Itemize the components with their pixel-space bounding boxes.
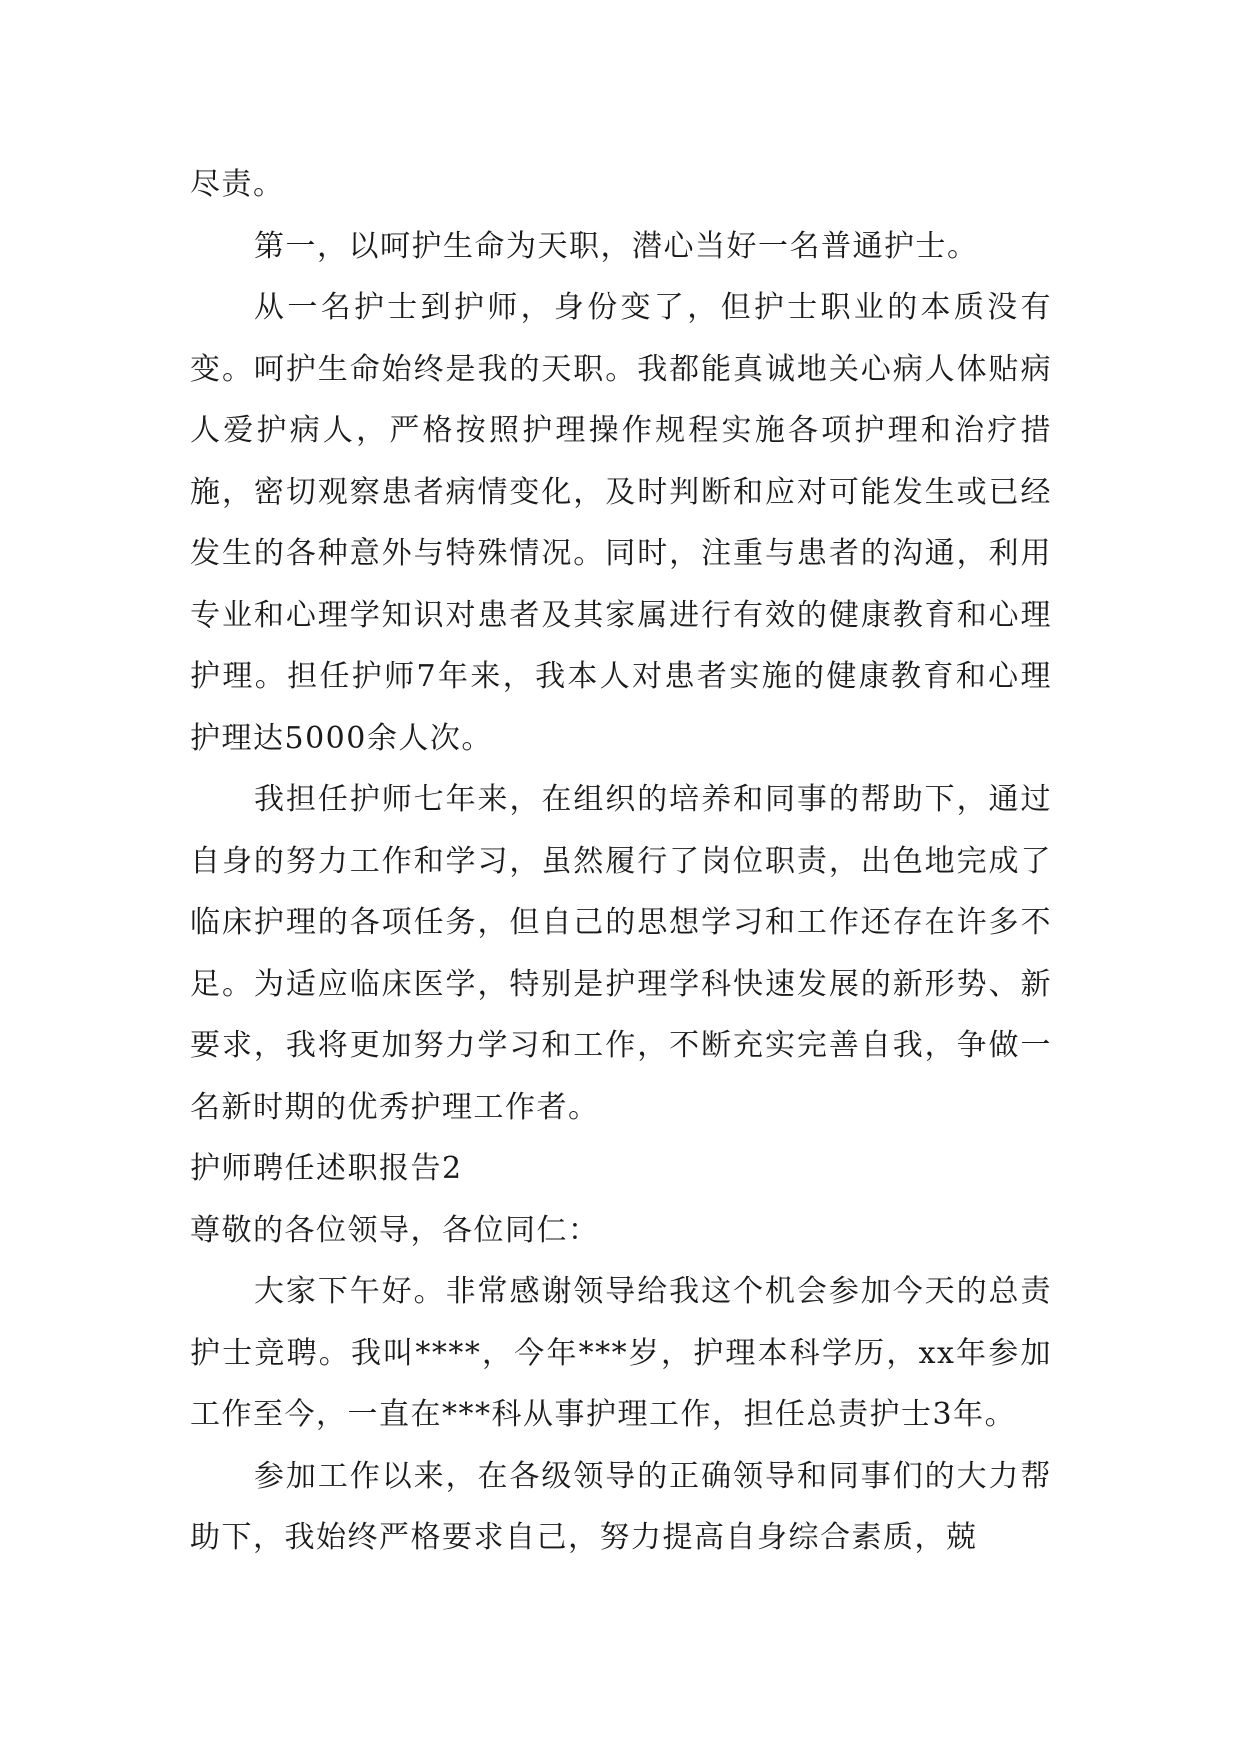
document-body [190, 154, 1052, 1569]
paragraph-body: 大家下午好。非常感谢领导给我这个机会参加今天的总责护士竞聘。我叫****，今年***岁，护理本科学历，xx年参加工作至今，一直在***科从事护理工作，担任总责护士3年。 [190, 1274, 1052, 1432]
paragraph-body: 从一名护士到护师，身份变了，但护士职业的本质没有变。呵护生命始终是我的天职。我都能真诚地关心病人体贴病人爱护病人，严格按照护理操作规程实施各项护理和治疗措施，密切观察患者病情变化，及时判断和应对可能发生或已经发生的各种意外与特殊情况。同时，注重与患者的沟通，利用专业和心理学知识对患者及其家属进行有效的健康教育和心理护理。担任护师7年来，我本人对患者实施的健康教育和心理护理达5000余人次。 [190, 290, 1052, 756]
paragraph-continuation: 尽责。 [190, 167, 285, 202]
report-title: 护师聘任述职报告2 [190, 1151, 463, 1186]
salutation: 尊敬的各位领导，各位同仁： [190, 1212, 600, 1248]
paragraph-section-heading: 第一，以呵护生命为天职，潜心当好一名普通护士。 [254, 228, 979, 264]
paragraph-body: 我担任护师七年来，在组织的培养和同事的帮助下，通过自身的努力工作和学习，虽然履行了岗位职责，出色地完成了临床护理的各项任务，但自己的思想学习和工作还存在许多不足。为适应临床医学，特别是护理学科快速发展的新形势、新要求，我将更加努力学习和工作，不断充实完善自我，争做一名新时期的优秀护理工作者。 [190, 782, 1052, 1125]
paragraph-body: 参加工作以来，在各级领导的正确领导和同事们的大力帮助下，我始终严格要求自己，努力提高自身综合素质，兢 [190, 1458, 1052, 1555]
